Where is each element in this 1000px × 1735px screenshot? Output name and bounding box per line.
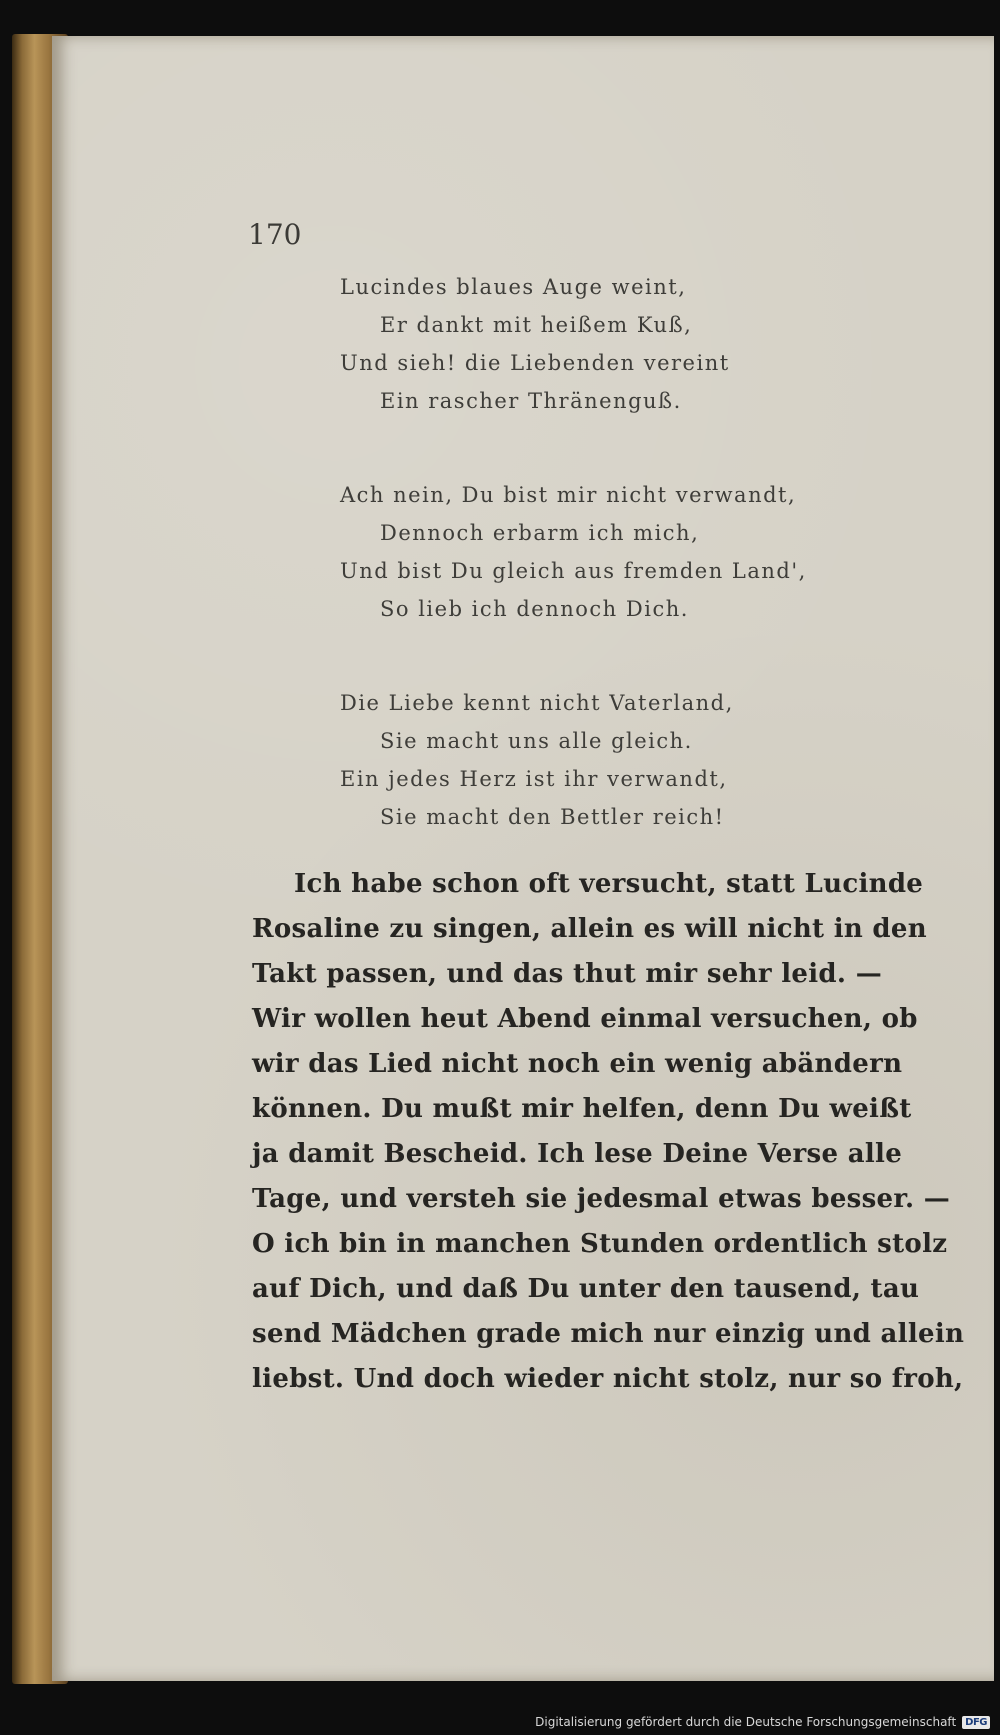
prose-line: können. Du mußt mir helfen, denn Du weißt: [252, 1094, 912, 1124]
poem-line: Dennoch erbarm ich mich,: [380, 521, 700, 545]
poem-line: Sie macht den Bettler reich!: [380, 805, 725, 829]
prose-line: Ich habe schon oft versucht, statt Lucinde: [294, 869, 924, 899]
poem-line: Ach nein, Du bist mir nicht verwandt,: [340, 483, 797, 507]
prose-line: Tage, und versteh sie jedesmal etwas besser. —: [252, 1184, 950, 1214]
prose-paragraph: [252, 862, 965, 1402]
poem-line: Und bist Du gleich aus fremden Land',: [340, 559, 807, 583]
poem-line: Ein rascher Thränenguß.: [380, 389, 682, 413]
prose-line: Rosaline zu singen, allein es will nicht in den: [252, 914, 927, 944]
prose-line: O ich bin in manchen Stunden ordentlich stolz: [252, 1229, 948, 1259]
digitization-credit: [535, 1715, 990, 1729]
dfg-logo-icon: DFG: [962, 1716, 990, 1729]
poem-stanza-1: [340, 268, 860, 420]
page-number: 170: [248, 218, 302, 251]
prose-line: Takt passen, und das thut mir sehr leid. —: [252, 959, 882, 989]
credit-text: Digitalisierung gefördert durch die Deutsche Forschungsgemeinschaft: [535, 1715, 957, 1729]
poem-line: Sie macht uns alle gleich.: [380, 729, 693, 753]
poem-line: Er dankt mit heißem Kuß,: [380, 313, 693, 337]
prose-line: Wir wollen heut Abend einmal versuchen, ob: [252, 1004, 918, 1034]
poem-line: Ein jedes Herz ist ihr verwandt,: [340, 767, 728, 791]
prose-line: ja damit Bescheid. Ich lese Deine Verse alle: [252, 1139, 903, 1169]
poem-line: Und sieh! die Liebenden vereint: [340, 351, 730, 375]
prose-line: send Mädchen grade mich nur einzig und allein: [252, 1319, 965, 1349]
poem-stanza-2: [340, 476, 860, 628]
poem-line: Lucindes blaues Auge weint,: [340, 275, 687, 299]
poem: [340, 268, 860, 892]
poem-line: Die Liebe kennt nicht Vaterland,: [340, 691, 734, 715]
prose-line: wir das Lied nicht noch ein wenig abändern: [252, 1049, 903, 1079]
poem-line: So lieb ich dennoch Dich.: [380, 597, 689, 621]
prose-line: auf Dich, und daß Du unter den tausend, tau: [252, 1274, 920, 1304]
prose-line: liebst. Und doch wieder nicht stolz, nur so froh,: [252, 1364, 964, 1394]
poem-stanza-3: [340, 684, 860, 836]
